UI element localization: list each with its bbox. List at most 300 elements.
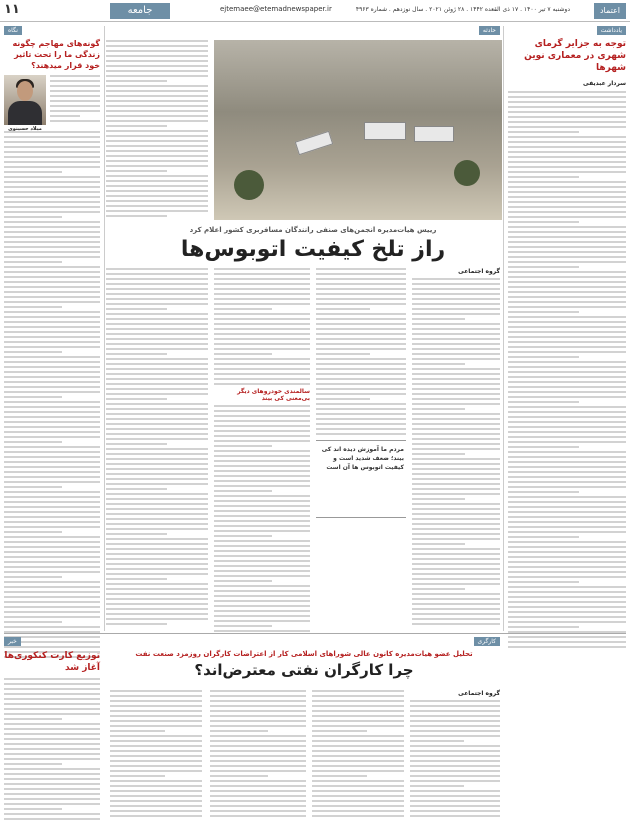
text-line (316, 428, 406, 430)
text-line (214, 495, 310, 497)
text-line (508, 101, 626, 103)
text-line (508, 446, 579, 448)
text-line (214, 405, 310, 407)
text-line (214, 500, 310, 502)
text-line (110, 690, 202, 692)
text-line (4, 688, 100, 690)
text-line (106, 588, 208, 590)
text-line (214, 625, 272, 627)
text-line (508, 626, 579, 628)
text-line (4, 436, 100, 438)
text-line (214, 318, 310, 320)
text-line (106, 268, 208, 270)
text-line (214, 288, 310, 290)
text-line (412, 618, 500, 620)
text-line (106, 50, 208, 52)
text-line (316, 278, 406, 280)
text-line (4, 501, 100, 503)
text-line (4, 346, 100, 348)
text-line (210, 815, 306, 817)
text-line (508, 431, 626, 433)
text-line (4, 678, 100, 680)
text-line (508, 296, 626, 298)
main-article-continuation (106, 40, 208, 220)
text-line (412, 428, 500, 430)
main-article-title: راز تلخ کیفیت اتوبوس‌ها (180, 237, 446, 262)
text-line (106, 215, 167, 217)
text-line (508, 376, 626, 378)
bottom-article-kicker: تحلیل عضو هیات‌مدیره کانون عالی شوراهای اسلامی کار از اعتراضات کارگران روزمزد صنعت نفت (135, 650, 473, 658)
text-line (410, 730, 500, 732)
text-line (312, 780, 404, 782)
section-email: ejtemaee@etemadnewspaper.ir (220, 5, 332, 13)
text-line (316, 368, 406, 370)
text-line (410, 735, 500, 737)
text-line (214, 520, 310, 522)
main-article-col-3 (214, 268, 310, 635)
text-line (4, 491, 100, 493)
text-line (106, 488, 167, 490)
text-line (106, 80, 167, 82)
text-line (106, 85, 208, 87)
text-line (508, 166, 626, 168)
text-line (508, 611, 626, 613)
text-line (106, 165, 208, 167)
text-line (508, 386, 626, 388)
text-line (4, 411, 100, 413)
text-line (4, 466, 100, 468)
text-line (110, 765, 202, 767)
main-article-col-2 (316, 268, 406, 438)
text-line (508, 481, 626, 483)
text-line (312, 810, 404, 812)
text-line (106, 618, 208, 620)
text-line (106, 358, 208, 360)
main-article-subhead: سالمندی خودروهای دیگر بی‌معنی کی بیند (237, 388, 310, 402)
text-line (4, 621, 62, 623)
text-line (214, 383, 310, 385)
text-line (508, 271, 626, 273)
text-line (4, 176, 100, 178)
text-line (412, 308, 500, 310)
text-line (214, 343, 310, 345)
text-line (508, 201, 626, 203)
text-line (4, 406, 100, 408)
text-line (106, 458, 208, 460)
section-badge: جامعه (110, 3, 170, 19)
text-line (508, 456, 626, 458)
text-line (4, 758, 100, 760)
text-line (412, 553, 500, 555)
text-line (4, 196, 100, 198)
main-article-header (126, 226, 500, 263)
text-line (508, 241, 626, 243)
text-line (4, 216, 62, 218)
text-line (106, 175, 208, 177)
text-line (4, 708, 100, 710)
text-line (412, 613, 500, 615)
text-line (508, 406, 626, 408)
text-line (412, 478, 500, 480)
text-line (106, 573, 208, 575)
text-line (508, 511, 626, 513)
text-line (412, 468, 500, 470)
text-line (508, 421, 626, 423)
bottom-left-article-title: توزیع کارت کنکوری‌ها آغاز شد (4, 651, 100, 673)
text-line (312, 700, 404, 702)
text-line (312, 705, 404, 707)
text-line (4, 461, 100, 463)
text-line (106, 348, 208, 350)
text-line (106, 40, 208, 42)
text-line (214, 480, 310, 482)
text-line (4, 256, 100, 258)
text-line (4, 536, 100, 538)
text-line (412, 378, 500, 380)
text-line (106, 508, 208, 510)
text-line (508, 261, 626, 263)
text-line (4, 311, 100, 313)
overturned-bus-shape (295, 131, 334, 155)
text-line (412, 518, 500, 520)
text-line (508, 346, 626, 348)
text-line (4, 451, 100, 453)
text-line (316, 293, 406, 295)
text-line (410, 775, 500, 777)
text-line (110, 775, 165, 777)
text-line (4, 136, 100, 138)
text-line (412, 598, 500, 600)
text-line (316, 373, 406, 375)
text-line (508, 551, 626, 553)
text-line (4, 226, 100, 228)
text-line (316, 308, 370, 310)
text-line (106, 533, 167, 535)
text-line (214, 420, 310, 422)
text-line (316, 283, 406, 285)
text-line (106, 160, 208, 162)
main-article-col-4 (106, 268, 208, 628)
text-line (412, 593, 500, 595)
text-line (312, 725, 404, 727)
text-line (4, 486, 62, 488)
text-line (4, 723, 100, 725)
text-line (4, 336, 100, 338)
text-line (4, 481, 100, 483)
text-line (106, 190, 208, 192)
text-line (4, 221, 100, 223)
text-line (110, 705, 202, 707)
text-line (412, 548, 500, 550)
text-line (214, 505, 310, 507)
text-line (412, 408, 465, 410)
text-line (4, 541, 100, 543)
text-line (412, 538, 500, 540)
text-line (312, 735, 404, 737)
text-line (410, 810, 500, 812)
text-line (106, 538, 208, 540)
text-line (106, 303, 208, 305)
text-line (214, 333, 310, 335)
text-line (106, 283, 208, 285)
left-article-author: میلاد حسینوی (8, 126, 42, 132)
text-line (50, 90, 100, 92)
text-line (508, 576, 626, 578)
text-line (508, 351, 626, 353)
text-line (4, 743, 100, 745)
text-line (410, 720, 500, 722)
text-line (106, 388, 208, 390)
text-line (214, 560, 310, 562)
text-line (106, 418, 208, 420)
text-line (4, 778, 100, 780)
text-line (4, 753, 100, 755)
text-line (106, 170, 167, 172)
text-line (508, 416, 626, 418)
text-line (106, 105, 208, 107)
text-line (210, 795, 306, 797)
text-line (4, 236, 100, 238)
text-line (214, 278, 310, 280)
text-line (4, 376, 100, 378)
text-line (4, 526, 100, 528)
text-line (106, 140, 208, 142)
text-line (110, 695, 202, 697)
text-line (106, 308, 167, 310)
text-line (214, 268, 310, 270)
text-line (508, 91, 626, 93)
text-line (508, 126, 626, 128)
text-line (214, 425, 310, 427)
text-line (4, 546, 100, 548)
text-line (106, 205, 208, 207)
text-line (4, 296, 100, 298)
text-line (508, 211, 626, 213)
text-line (4, 431, 100, 433)
text-line (4, 733, 100, 735)
text-line (4, 471, 100, 473)
text-line (106, 493, 208, 495)
text-line (4, 698, 100, 700)
text-line (4, 646, 100, 648)
text-line (106, 523, 208, 525)
text-line (508, 156, 626, 158)
text-line (110, 700, 202, 702)
text-line (214, 363, 310, 365)
text-line (312, 750, 404, 752)
text-line (316, 378, 406, 380)
text-line (210, 790, 306, 792)
text-line (4, 366, 100, 368)
text-line (106, 55, 208, 57)
bottom-left-article (4, 650, 100, 820)
text-line (412, 533, 500, 535)
text-line (210, 710, 306, 712)
right-article-author: سردار عبدیفی (583, 80, 626, 87)
text-line (210, 775, 268, 777)
text-line (4, 798, 100, 800)
text-line (508, 561, 626, 563)
text-line (214, 570, 310, 572)
text-line (4, 191, 100, 193)
newspaper-logo: اعتماد (594, 3, 626, 19)
text-line (508, 616, 626, 618)
text-line (508, 186, 626, 188)
text-line (508, 111, 626, 113)
text-line (412, 473, 500, 475)
text-line (106, 428, 208, 430)
text-line (412, 588, 465, 590)
text-line (316, 353, 370, 355)
text-line (508, 176, 579, 178)
text-line (508, 251, 626, 253)
tree-shape (234, 170, 264, 200)
text-line (508, 301, 626, 303)
text-line (4, 151, 100, 153)
text-line (106, 623, 167, 625)
text-line (4, 181, 100, 183)
text-line (412, 443, 500, 445)
pullquote-box (316, 440, 406, 518)
text-line (110, 815, 202, 817)
text-line (4, 793, 100, 795)
text-line (316, 433, 406, 435)
ambulance-shape (414, 126, 454, 142)
text-line (412, 393, 500, 395)
text-line (4, 316, 100, 318)
text-line (4, 261, 62, 263)
text-line (410, 740, 464, 742)
text-line (4, 386, 100, 388)
text-line (106, 185, 208, 187)
text-line (4, 201, 100, 203)
text-line (412, 368, 500, 370)
text-line (106, 473, 208, 475)
text-line (214, 308, 272, 310)
text-line (312, 795, 404, 797)
column-divider (503, 26, 504, 631)
text-line (210, 695, 306, 697)
bottom-article-col-3 (210, 690, 306, 820)
text-line (312, 730, 367, 732)
text-line (210, 770, 306, 772)
text-line (410, 755, 500, 757)
text-line (412, 438, 500, 440)
text-line (210, 690, 306, 692)
text-line (508, 486, 626, 488)
text-line (50, 115, 80, 117)
text-line (4, 286, 100, 288)
text-line (508, 521, 626, 523)
text-line (106, 120, 208, 122)
text-line (214, 595, 310, 597)
text-line (312, 775, 367, 777)
text-line (316, 413, 406, 415)
text-line (106, 373, 208, 375)
text-line (316, 303, 406, 305)
text-line (106, 413, 208, 415)
text-line (316, 423, 406, 425)
text-line (412, 328, 500, 330)
text-line (214, 475, 310, 477)
text-line (106, 518, 208, 520)
text-line (110, 760, 202, 762)
text-line (412, 523, 500, 525)
text-line (312, 815, 404, 817)
text-line (4, 186, 100, 188)
text-line (4, 306, 62, 308)
text-line (412, 558, 500, 560)
text-line (106, 563, 208, 565)
text-line (412, 453, 465, 455)
text-line (110, 710, 202, 712)
text-line (316, 398, 370, 400)
text-line (410, 795, 500, 797)
text-line (4, 361, 100, 363)
text-line (50, 110, 100, 112)
text-line (106, 353, 167, 355)
text-line (50, 80, 100, 82)
text-line (4, 718, 62, 720)
text-line (4, 581, 100, 583)
text-line (214, 323, 310, 325)
text-line (106, 553, 208, 555)
text-line (214, 575, 310, 577)
text-line (214, 450, 310, 452)
text-line (4, 356, 100, 358)
text-line (508, 161, 626, 163)
text-line (4, 321, 100, 323)
text-line (4, 773, 100, 775)
text-line (508, 461, 626, 463)
text-line (50, 105, 100, 107)
text-line (508, 106, 626, 108)
text-line (106, 135, 208, 137)
text-line (214, 283, 310, 285)
text-line (508, 591, 626, 593)
text-line (412, 323, 500, 325)
text-line (210, 750, 306, 752)
text-line (106, 378, 208, 380)
text-line (410, 805, 500, 807)
text-line (312, 770, 404, 772)
text-line (214, 485, 310, 487)
text-line (110, 770, 202, 772)
text-line (106, 583, 208, 585)
text-line (106, 313, 208, 315)
text-line (106, 603, 208, 605)
text-line (4, 341, 100, 343)
text-line (508, 276, 626, 278)
text-line (508, 546, 626, 548)
text-line (410, 725, 500, 727)
text-line (106, 210, 208, 212)
text-line (316, 298, 406, 300)
text-line (4, 291, 100, 293)
text-line (410, 770, 500, 772)
text-line (508, 501, 626, 503)
text-line (412, 608, 500, 610)
text-line (312, 765, 404, 767)
text-line (4, 748, 100, 750)
text-line (508, 436, 626, 438)
text-line (4, 616, 100, 618)
text-line (508, 191, 626, 193)
text-line (508, 566, 626, 568)
text-line (316, 388, 406, 390)
text-line (508, 121, 626, 123)
text-line (412, 403, 500, 405)
